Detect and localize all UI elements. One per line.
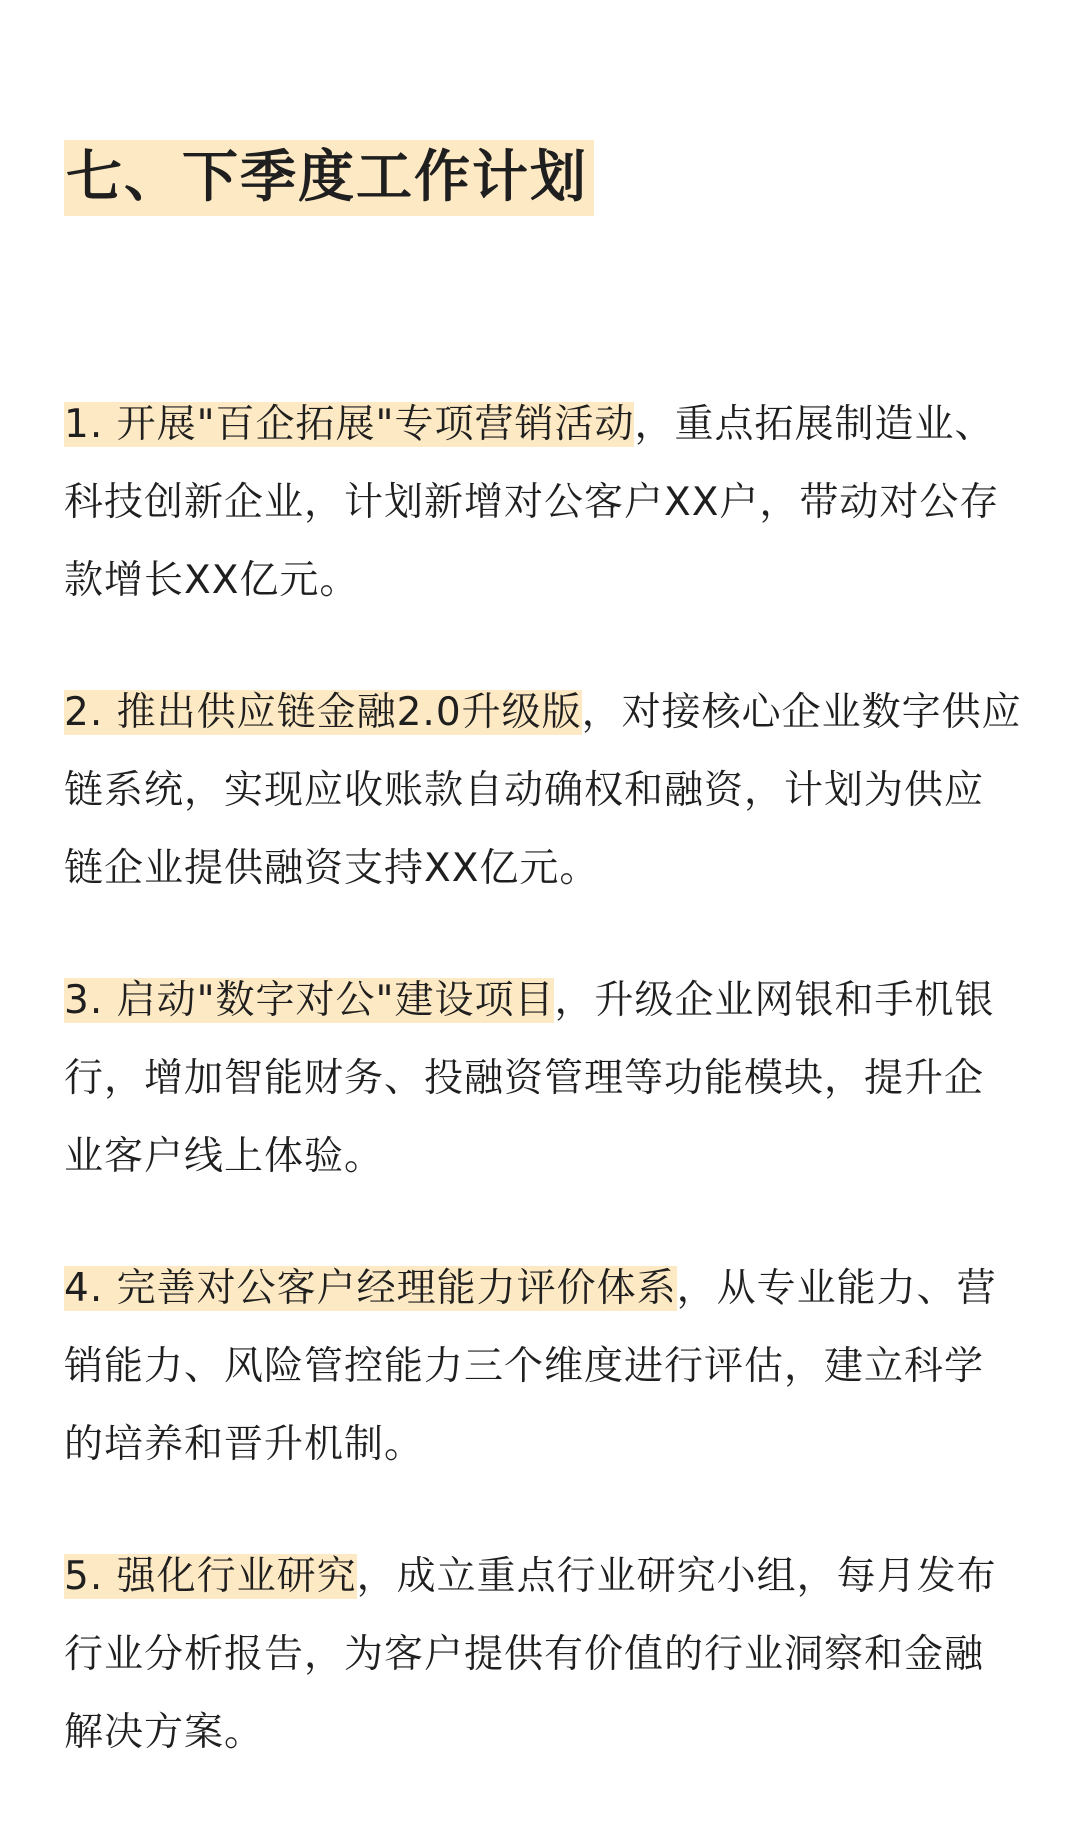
plan-item-3-text: ，升级企业网银和手机银行，增加智能财务、投融资管理等功能模块，提升企业客户线上体验。 bbox=[64, 978, 995, 1179]
plan-item-5 bbox=[64, 1538, 1022, 1772]
plan-item-4-highlight: 4. 完善对公客户经理能力评价体系 bbox=[64, 1266, 677, 1311]
plan-item-4-text: ，从专业能力、营销能力、风险管控能力三个维度进行评估，建立科学的培养和晋升机制。 bbox=[64, 1266, 997, 1467]
plan-item-5-text: ，成立重点行业研究小组，每月发布行业分析报告，为客户提供有价值的行业洞察和金融解决方案。 bbox=[64, 1554, 997, 1755]
plan-item-1-text: ，重点拓展制造业、科技创新企业，计划新增对公客户XX户，带动对公存款增长XX亿元。 bbox=[64, 402, 1000, 603]
plan-item-4 bbox=[64, 1250, 1022, 1484]
plan-list bbox=[64, 386, 1022, 1772]
plan-item-2 bbox=[64, 674, 1022, 908]
plan-item-3-highlight: 3. 启动"数字对公"建设项目 bbox=[64, 978, 555, 1023]
plan-item-5-highlight: 5. 强化行业研究 bbox=[64, 1554, 357, 1599]
plan-item-2-highlight: 2. 推出供应链金融2.0升级版 bbox=[64, 690, 582, 735]
section-title: 七、下季度工作计划 bbox=[64, 140, 594, 216]
plan-item-3 bbox=[64, 962, 1022, 1196]
plan-item-1-highlight: 1. 开展"百企拓展"专项营销活动 bbox=[64, 402, 635, 447]
plan-item-1 bbox=[64, 386, 1022, 620]
plan-item-2-text: ，对接核心企业数字供应链系统，实现应收账款自动确权和融资，计划为供应链企业提供融资支持XX亿元。 bbox=[64, 690, 1022, 891]
